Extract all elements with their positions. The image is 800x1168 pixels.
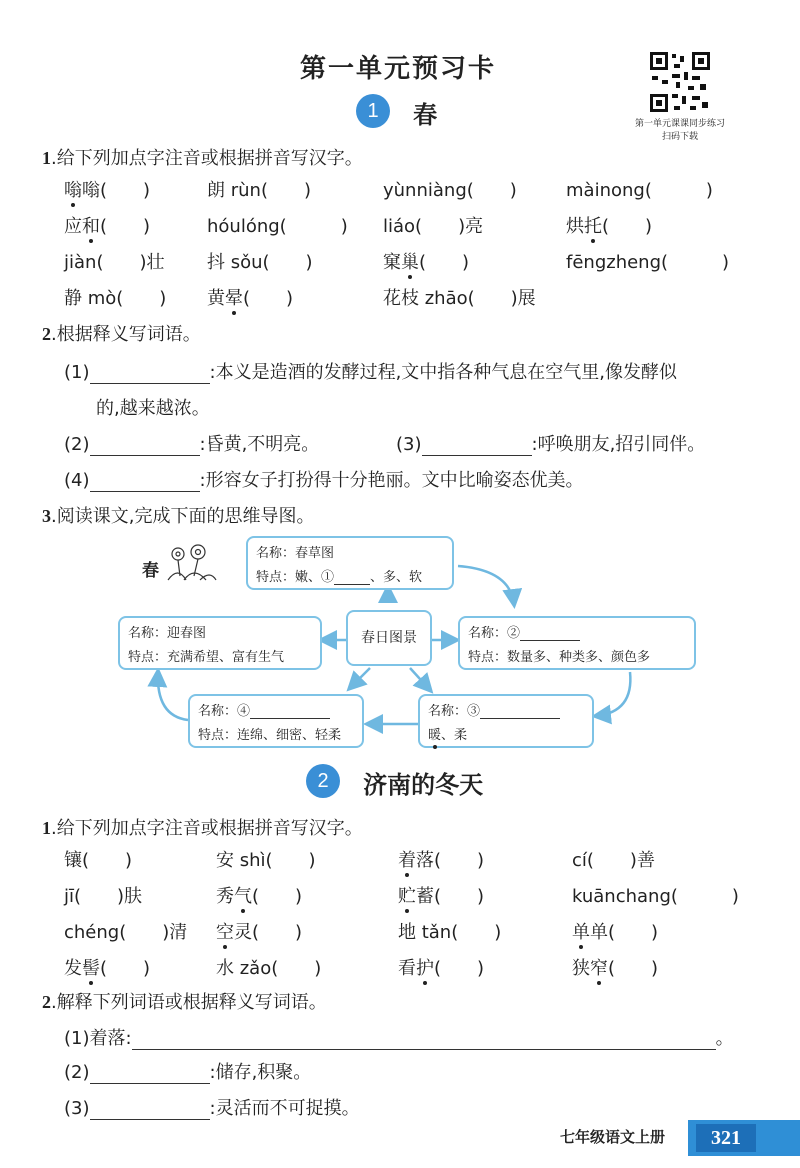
pinyin-item: màinong( )	[566, 180, 713, 201]
answer-blank[interactable]	[480, 704, 560, 719]
definition-item: (1)着落: 。	[64, 1028, 734, 1049]
definition-continuation: 的,越来越浓。	[96, 398, 210, 419]
unit-title: 第一单元预习卡	[300, 54, 497, 84]
pinyin-item: 狭窄( )	[572, 958, 659, 979]
lesson2-heading	[306, 764, 483, 800]
pinyin-item: 空灵( )	[216, 922, 303, 943]
book-title: 七年级语文上册	[560, 1128, 666, 1146]
answer-blank[interactable]	[90, 1101, 210, 1120]
definition-item: (2) :昏黄,不明亮。	[64, 434, 320, 455]
question-2: 2.解释下列词语或根据释义写词语。	[42, 992, 327, 1013]
question-2: 2.根据释义写词语。	[42, 324, 201, 345]
pinyin-item: liáo( )亮	[383, 216, 484, 237]
pinyin-item: 嗡嗡( )	[64, 180, 151, 201]
answer-blank[interactable]	[90, 1065, 210, 1084]
answer-blank[interactable]	[520, 626, 580, 641]
answer-blank[interactable]	[250, 704, 330, 719]
pinyin-item: 应和( )	[64, 216, 151, 237]
pinyin-item: 单单( )	[572, 922, 659, 943]
map-node-bottom-left: 名称：④ 特点：连绵、细密、轻柔	[188, 694, 364, 748]
map-node-right: 名称：② 特点：数量多、种类多、颜色多	[458, 616, 696, 670]
pinyin-item: 静 mò( )	[64, 288, 167, 309]
pinyin-item: chéng( )清	[64, 922, 188, 943]
pinyin-item: cí( )善	[572, 850, 655, 871]
map-node-left: 名称：迎春图 特点：充满希望、富有生气	[118, 616, 322, 670]
map-node-center: 春日图景	[346, 610, 432, 666]
definition-item: (3) :灵活而不可捉摸。	[64, 1098, 360, 1119]
lesson-title: 春	[413, 101, 438, 129]
lesson-title: 济南的冬天	[363, 771, 484, 799]
pinyin-item: 花枝 zhāo( )展	[383, 288, 536, 309]
pinyin-item: 窠巢( )	[383, 252, 470, 273]
lesson-number-badge: 2	[306, 764, 340, 798]
pinyin-item: kuānchang( )	[572, 886, 739, 907]
map-node-top: 名称：春草图 特点：嫩、① 、多、软	[246, 536, 454, 590]
map-root-label: 春	[142, 561, 159, 581]
answer-blank[interactable]	[334, 570, 370, 585]
pinyin-item: 水 zǎo( )	[216, 958, 322, 979]
definition-item: (1) :本义是造酒的发酵过程,文中指各种气息在空气里,像发酵似	[64, 362, 678, 383]
pinyin-item: jiàn( )壮	[64, 252, 165, 273]
pinyin-item: 黄晕( )	[207, 288, 294, 309]
page-number: 321	[696, 1124, 756, 1152]
pinyin-item: hóulóng( )	[207, 216, 348, 237]
pinyin-item: 朗 rùn( )	[207, 180, 311, 201]
definition-item: (4) :形容女子打扮得十分艳丽。文中比喻姿态优美。	[64, 470, 584, 491]
answer-blank[interactable]	[132, 1031, 716, 1050]
pinyin-item: 秀气( )	[216, 886, 303, 907]
pinyin-item: 安 shì( )	[216, 850, 316, 871]
question-1: 1.给下列加点字注音或根据拼音写汉字。	[42, 818, 363, 839]
lesson-number-badge: 1	[356, 94, 390, 128]
definition-item: (2) :储存,积聚。	[64, 1062, 312, 1083]
definition-item: (3) :呼唤朋友,招引同伴。	[396, 434, 706, 455]
pinyin-item: 贮蓄( )	[398, 886, 485, 907]
pinyin-item: fēngzheng( )	[566, 252, 730, 273]
question-3: 3.阅读课文,完成下面的思维导图。	[42, 506, 315, 527]
pinyin-item: 烘托( )	[566, 216, 653, 237]
pinyin-item: 发髻( )	[64, 958, 151, 979]
pinyin-item: yùnniàng( )	[383, 180, 517, 201]
question-1: 1.给下列加点字注音或根据拼音写汉字。	[42, 148, 363, 169]
qr-caption: 第一单元课课同步练习 扫码下载	[634, 119, 725, 142]
map-node-bottom-right: 名称：③ 暖、柔	[418, 694, 594, 748]
pinyin-item: 抖 sǒu( )	[207, 252, 313, 273]
pinyin-item: jī( )肤	[64, 886, 143, 907]
pinyin-item: 着落( )	[398, 850, 485, 871]
pinyin-item: 镶( )	[64, 850, 133, 871]
pinyin-item: 地 tǎn( )	[398, 922, 502, 943]
pinyin-item: 看护( )	[398, 958, 485, 979]
